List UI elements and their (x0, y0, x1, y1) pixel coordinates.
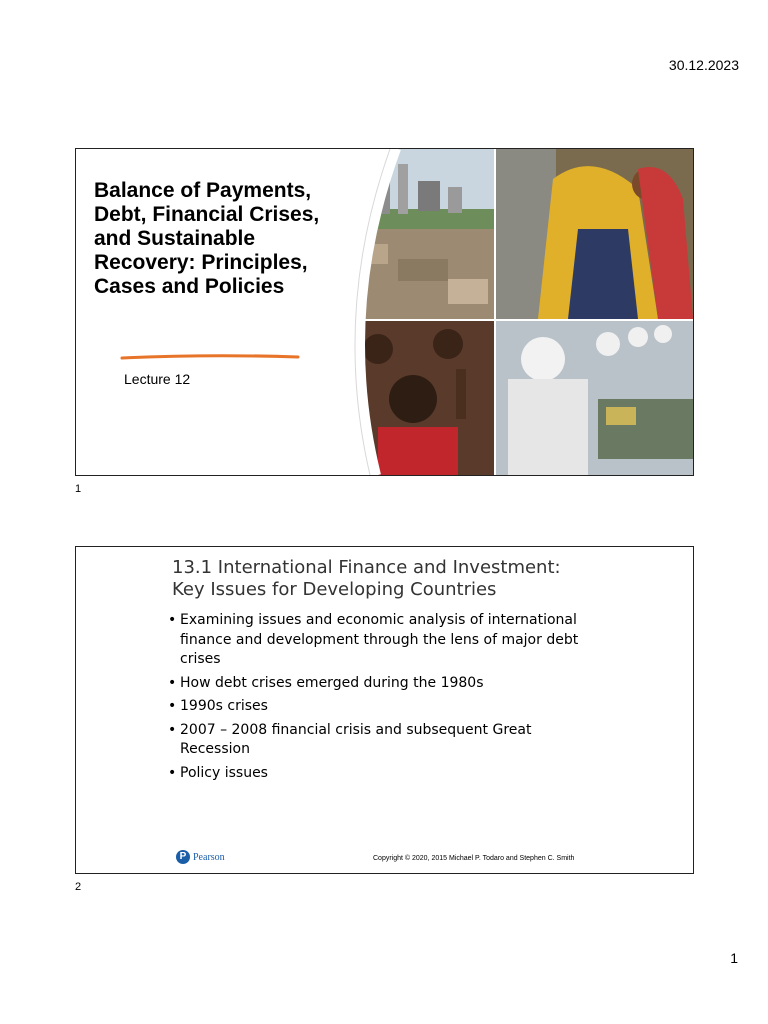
list-item: • Examining issues and economic analysis of international finance and development through the lens of major debt crises (168, 612, 579, 667)
list-item: • 1990s crises (168, 697, 588, 717)
list-item: • How debt crises emerged during the 1980s (168, 674, 588, 694)
lecture-label: Lecture 12 (124, 371, 191, 387)
factory-photo (496, 321, 693, 475)
document-date: 30.12.2023 (668, 57, 739, 73)
bullet-icon: • (168, 698, 177, 714)
page-number: 1 (730, 950, 738, 966)
bullet-icon: • (168, 674, 177, 691)
title-line-2: Key Issues for Developing Countries (172, 579, 497, 600)
slide-2 (75, 546, 694, 874)
title-line-1: 13.1 International Finance and Investment: (172, 557, 561, 578)
bullet-icon: • (168, 721, 177, 738)
bullet-list (168, 611, 588, 787)
copyright-notice: Copyright © 2020, 2015 Michael P. Todaro and Stephen C. Smith (373, 855, 575, 862)
publisher-logo (176, 850, 225, 864)
bullet-icon: • (168, 764, 177, 781)
publisher-name: Pearson (193, 851, 225, 863)
list-item: • 2007 – 2008 financial crisis and subsequent Great Recession (168, 721, 532, 757)
slide-number: 2 (75, 881, 82, 893)
city-photo (338, 149, 494, 319)
bullet-icon: • (168, 612, 177, 628)
slide-1 (75, 148, 694, 476)
slide-number: 1 (75, 483, 82, 495)
slide-title (172, 557, 612, 601)
slide-title: Balance of Payments, Debt, Financial Crises, and Sustainable Recovery: Principles, Cases and Policies (94, 179, 320, 298)
women-photo (496, 149, 693, 319)
photo-collage (338, 149, 693, 475)
list-item: • Policy issues (168, 764, 588, 784)
pearson-p-icon: P (176, 850, 190, 864)
title-underline (120, 353, 300, 361)
